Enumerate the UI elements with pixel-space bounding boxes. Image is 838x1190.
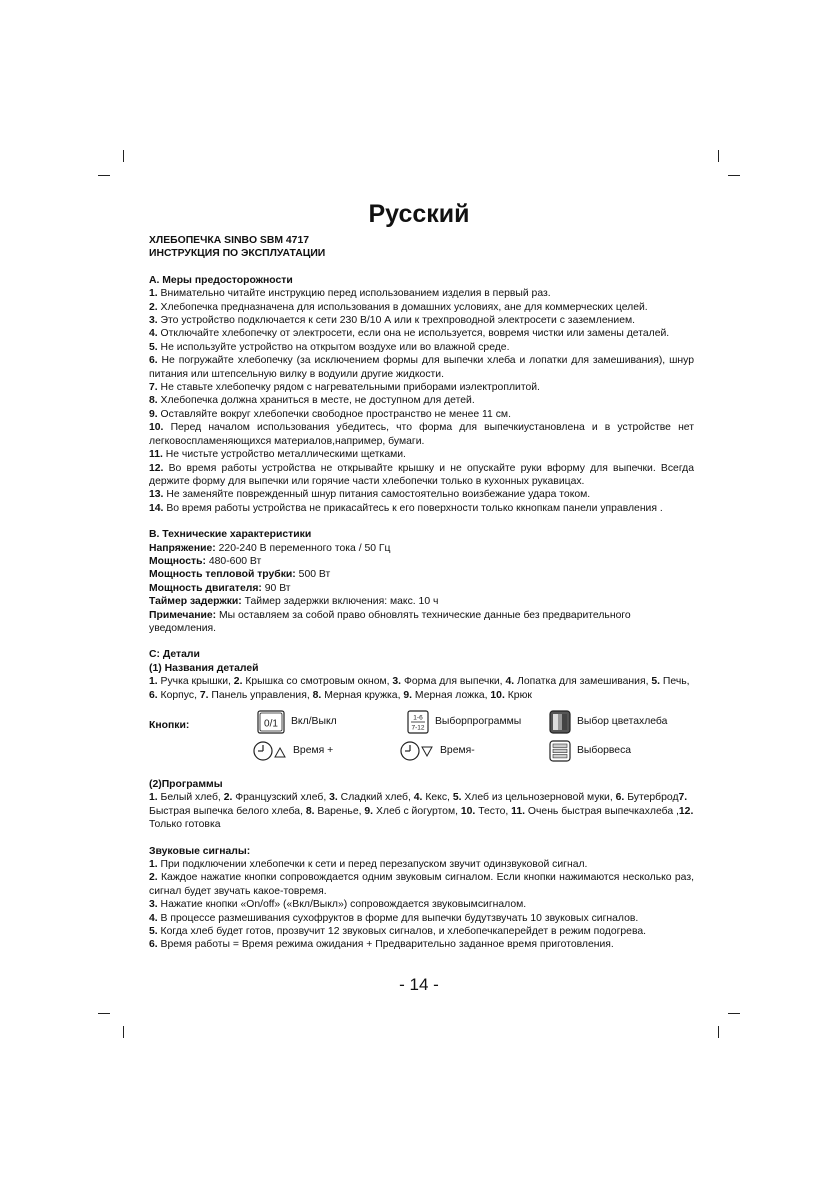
page-number: - 14 -	[399, 975, 439, 994]
precaution-item: 5. Не используйте устройство на открытом воздухе или во влажной среде.	[149, 341, 510, 353]
spec-item: Таймер задержки: Таймер задержки включения: макс. 10 ч	[149, 596, 439, 608]
precaution-item: 14. Во время работы устройства не прикасайтесь к его поверхности только ккнопкам панели управления .	[149, 502, 663, 514]
precaution-item: 4. Отключайте хлебопечку от электросети, если она не используется, вовремя чистки или замены деталей.	[149, 328, 670, 340]
crop-mark	[123, 1026, 124, 1038]
section-c-heading: C: Детали	[149, 649, 200, 661]
crop-mark	[98, 1013, 110, 1014]
crop-mark	[728, 1013, 740, 1014]
buttons-legend	[149, 716, 694, 774]
program-label: Выборпрограммы	[435, 716, 522, 728]
part-names-text: 1. Ручка крышки, 2. Крышка со смотровым окном, 3. Форма для выпечки, 4. Лопатка для замешивания, 5. Печь, 6. Корпус, 7. Панель управления, 8. Мерная кружка, 9. Мерная ложка, 10. Крюк	[149, 676, 690, 701]
sound-signal-item: 2. Каждое нажатие кнопки сопровождается одним звуковым сигналом. Если кнопки нажимаются несколько раз, сигнал будет звучать какое-товремя.	[149, 872, 694, 897]
weight-label: Выборвеса	[577, 745, 632, 757]
precaution-item: 11. Не чистьте устройство металлическими щетками.	[149, 449, 406, 461]
sound-heading: Звуковые сигналы:	[149, 845, 251, 857]
spec-item: Мощность: 480-600 Вт	[149, 555, 262, 567]
time-plus-label: Время +	[293, 745, 334, 757]
button-weight	[549, 740, 631, 762]
svg-text:1-6: 1-6	[413, 714, 423, 722]
sound-signal-item: 3. Нажатие кнопки «On/off» («Вкл/Выкл») сопровождается звуковымсигналом.	[149, 899, 527, 911]
on-off-label: Вкл/Выкл	[291, 716, 337, 728]
button-time-plus	[253, 740, 333, 762]
precaution-item: 3. Это устройство подключается к сети 230 В/10 А или к трехпроводной электросети с заземлением.	[149, 315, 635, 327]
crop-mark	[728, 175, 740, 176]
page-title: Русский	[368, 200, 470, 228]
button-time-minus	[400, 740, 475, 762]
manual-title: ИНСТРУКЦИЯ ПО ЭКСПЛУАТАЦИИ	[149, 248, 326, 260]
document-body	[149, 234, 694, 952]
section-a-heading: A. Меры предосторожности	[149, 274, 293, 286]
loaf-size-icon	[549, 740, 571, 762]
crop-mark	[98, 175, 110, 176]
crust-color-label: Выбор цветахлеба	[577, 716, 668, 728]
precaution-item: 1. Внимательно читайте инструкцию перед использованием изделия в первый раз.	[149, 288, 551, 300]
spec-item: Мощность двигателя: 90 Вт	[149, 582, 291, 594]
precaution-item: 7. Не ставьте хлебопечку рядом с нагревательными приборами иэлектроплитой.	[149, 382, 540, 394]
precaution-item: 6. Не погружайте хлебопечку (за исключением формы для выпечки хлеба и лопатки для замешивания), шнур питания или штепсельную вилку в водуили другие жидкости.	[149, 355, 694, 380]
sound-signal-item: 6. Время работы = Время режима ожидания + Предварительно заданное время приготовления.	[149, 939, 614, 951]
crust-color-icon	[549, 710, 571, 734]
specs-list	[149, 542, 694, 636]
sound-signal-item: 5. Когда хлеб будет готов, прозвучит 12 звуковых сигналов, и хлебопечкаперейдет в режим подогрева.	[149, 926, 647, 938]
precaution-item: 8. Хлебопечка должна храниться в месте, не доступном для детей.	[149, 395, 475, 407]
sound-signal-item: 1. При подключении хлебопечки к сети и перед перезапуском звучит одинзвуковой сигнал.	[149, 859, 588, 871]
programs-text: 1. Белый хлеб, 2. Французский хлеб, 3. Сладкий хлеб, 4. Кекс, 5. Хлеб из цельнозерновой муки, 6. Бутерброд7. Быстрая выпечка белого хлеба, 8. Варенье, 9. Хлеб с йогуртом, 10. Тесто, 11. Очень быстрая выпечкахлеба ,12. Только готовка	[149, 792, 694, 831]
part-names-heading: (1) Названия деталей	[149, 662, 259, 674]
crop-mark	[123, 150, 124, 162]
button-program	[407, 710, 521, 734]
precaution-item: 10. Перед началом использования убедитесь, что форма для выпечкиустановлена и в устройстве нет легковоспламеняющихся материалов,например, бумаги.	[149, 422, 694, 447]
section-b-heading: B. Технические характеристики	[149, 529, 312, 541]
spec-item: Мощность тепловой трубки: 500 Вт	[149, 569, 331, 581]
precaution-item: 12. Во время работы устройства не открывайте крышку и не опускайте руки вформу для выпечки. Всегда держите форму для выпечки или горячие части хлебопечки только в кухонных рукавицах.	[149, 462, 694, 487]
on-off-icon	[257, 710, 285, 734]
sound-signal-item: 4. В процессе размешивания сухофруктов в форме для выпечки будутзвучать 10 звуковых сигналов.	[149, 912, 639, 924]
product-title: ХЛЕБОПЕЧКА SINBO SBM 4717	[149, 235, 310, 246]
programs-heading: (2)Программы	[149, 779, 223, 790]
time-minus-label: Время-	[440, 745, 475, 757]
precaution-item: 2. Хлебопечка предназначена для использования в домашних условиях, ане для коммерческих целей.	[149, 301, 648, 313]
precaution-item: 13. Не заменяйте поврежденный шнур питания самостоятельно воизбежание удара током.	[149, 489, 591, 501]
button-on-off	[257, 710, 337, 734]
clock-up-icon	[253, 740, 287, 762]
crop-mark	[718, 1026, 719, 1038]
crop-mark	[718, 150, 719, 162]
svg-text:0/1: 0/1	[264, 718, 278, 730]
precautions-list	[149, 287, 694, 515]
precaution-item: 9. Оставляйте вокруг хлебопечки свободное пространство не менее 11 см.	[149, 408, 511, 420]
spec-item: Напряжение: 220-240 В переменного тока / 50 Гц	[149, 542, 391, 554]
sound-signals-list	[149, 858, 694, 952]
svg-text:7-12: 7-12	[411, 724, 425, 732]
buttons-label: Кнопки:	[149, 720, 190, 731]
spec-item: Примечание: Мы оставляем за собой право обновлять технические данные без предварительного уведомления.	[149, 609, 631, 634]
program-icon	[407, 710, 429, 734]
button-color	[549, 710, 667, 734]
clock-down-icon	[400, 740, 434, 762]
